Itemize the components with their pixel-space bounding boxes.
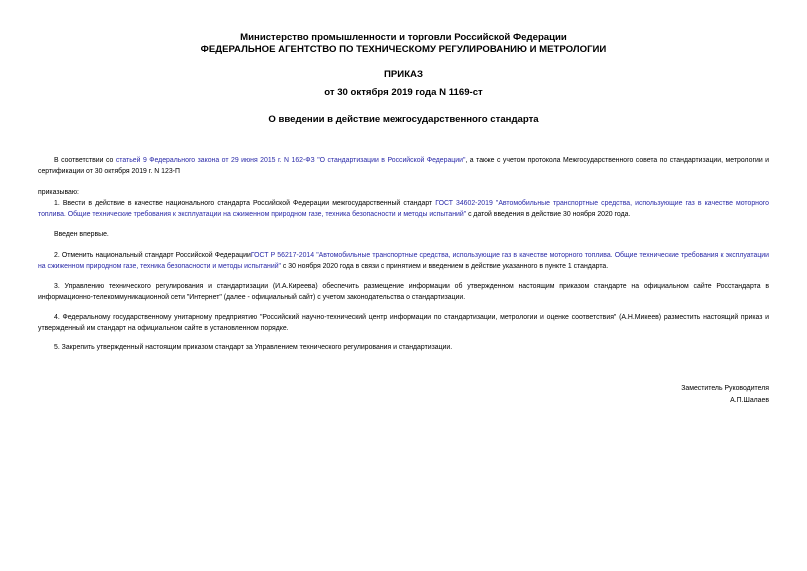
federal-law-link[interactable]: статьей 9 Федерального закона от 29 июня 2015 г. N 162-ФЗ "О стандартизации в Российской Федерации" (115, 157, 466, 164)
date-number-heading: от 30 октября 2019 года N 1169-ст (324, 87, 483, 98)
preamble-text-end: , а также с учетом протокола Межгосударственного совета по стандартизации, метрологии и сертификации от 30 октября 2019 г. N 123-П (38, 157, 770, 175)
paragraph-item-1 (38, 198, 769, 220)
paragraph-order-word: приказываю: (38, 189, 79, 196)
paragraph-item-5: 5. Закрепить утвержденный настоящим приказом стандарт за Управлением технического регулирования и стандартизации. (54, 344, 453, 351)
signature-name: А.П.Шалаев (730, 397, 769, 404)
paragraph-item-4: 4. Федеральному государственному унитарному предприятию "Российский научно-технический центр информации по стандартизации, метрологии и оценке соответствия" (А.Н.Микеев) разместить настоящий приказ и утвержденный им стандарт на официальном сайте в установленном порядке. (38, 314, 769, 332)
paragraph-first-introduced: Введен впервые. (54, 231, 109, 238)
signature-position: Заместитель Руководителя (681, 385, 769, 392)
agency-heading: ФЕДЕРАЛЬНОЕ АГЕНТСТВО ПО ТЕХНИЧЕСКОМУ РЕГУЛИРОВАНИЮ И МЕТРОЛОГИИ (200, 44, 607, 55)
item-2-text-end: с 30 ноября 2020 года в связи с принятием и введением в действие указанного в пункте 1 стандарта. (281, 263, 609, 270)
paragraph-item-2 (38, 250, 769, 272)
item-1-text-end: с датой введения в действие 30 ноября 2020 года. (466, 211, 631, 218)
doc-type-heading: ПРИКАЗ (384, 69, 423, 80)
preamble-text-start: В соответствии со (54, 157, 116, 164)
gost-34602-link[interactable]: ГОСТ 34602-2019 "Автомобильные транспортные средства, использующие газ в качестве моторного топлива. Общие технические требования к эксплуатации на сжиженном природном газе, техника безопасности и методы испытаний" (38, 200, 769, 218)
gost-r-56217-link[interactable]: ГОСТ Р 56217-2014 "Автомобильные транспортные средства, использующие газ в качестве моторного топлива. Общие технические требования к эксплуатации на сжиженном природном газе, техника безопасности и методы испытаний" (38, 252, 769, 270)
document-title: О введении в действие межгосударственного стандарта (268, 114, 539, 125)
paragraph-item-3: 3. Управлению технического регулирования и стандартизации (И.А.Киреева) обеспечить размещение информации об утвержденном настоящим приказом стандарте на официальном сайте Росстандарта в информационно-телекоммуникационной сети "Интернет" (далее - официальный сайт) с учетом законодательства о стандартизации. (38, 283, 769, 301)
ministry-heading: Министерство промышленности и торговли Российской Федерации (240, 32, 567, 43)
item-2-text-start: 2. Отменить национальный стандарт Российской Федерации (54, 252, 251, 259)
item-1-text-start: 1. Ввести в действие в качестве национального стандарта Российской Федерации межгосударственный стандарт (54, 200, 436, 207)
paragraph-preamble (38, 155, 769, 177)
